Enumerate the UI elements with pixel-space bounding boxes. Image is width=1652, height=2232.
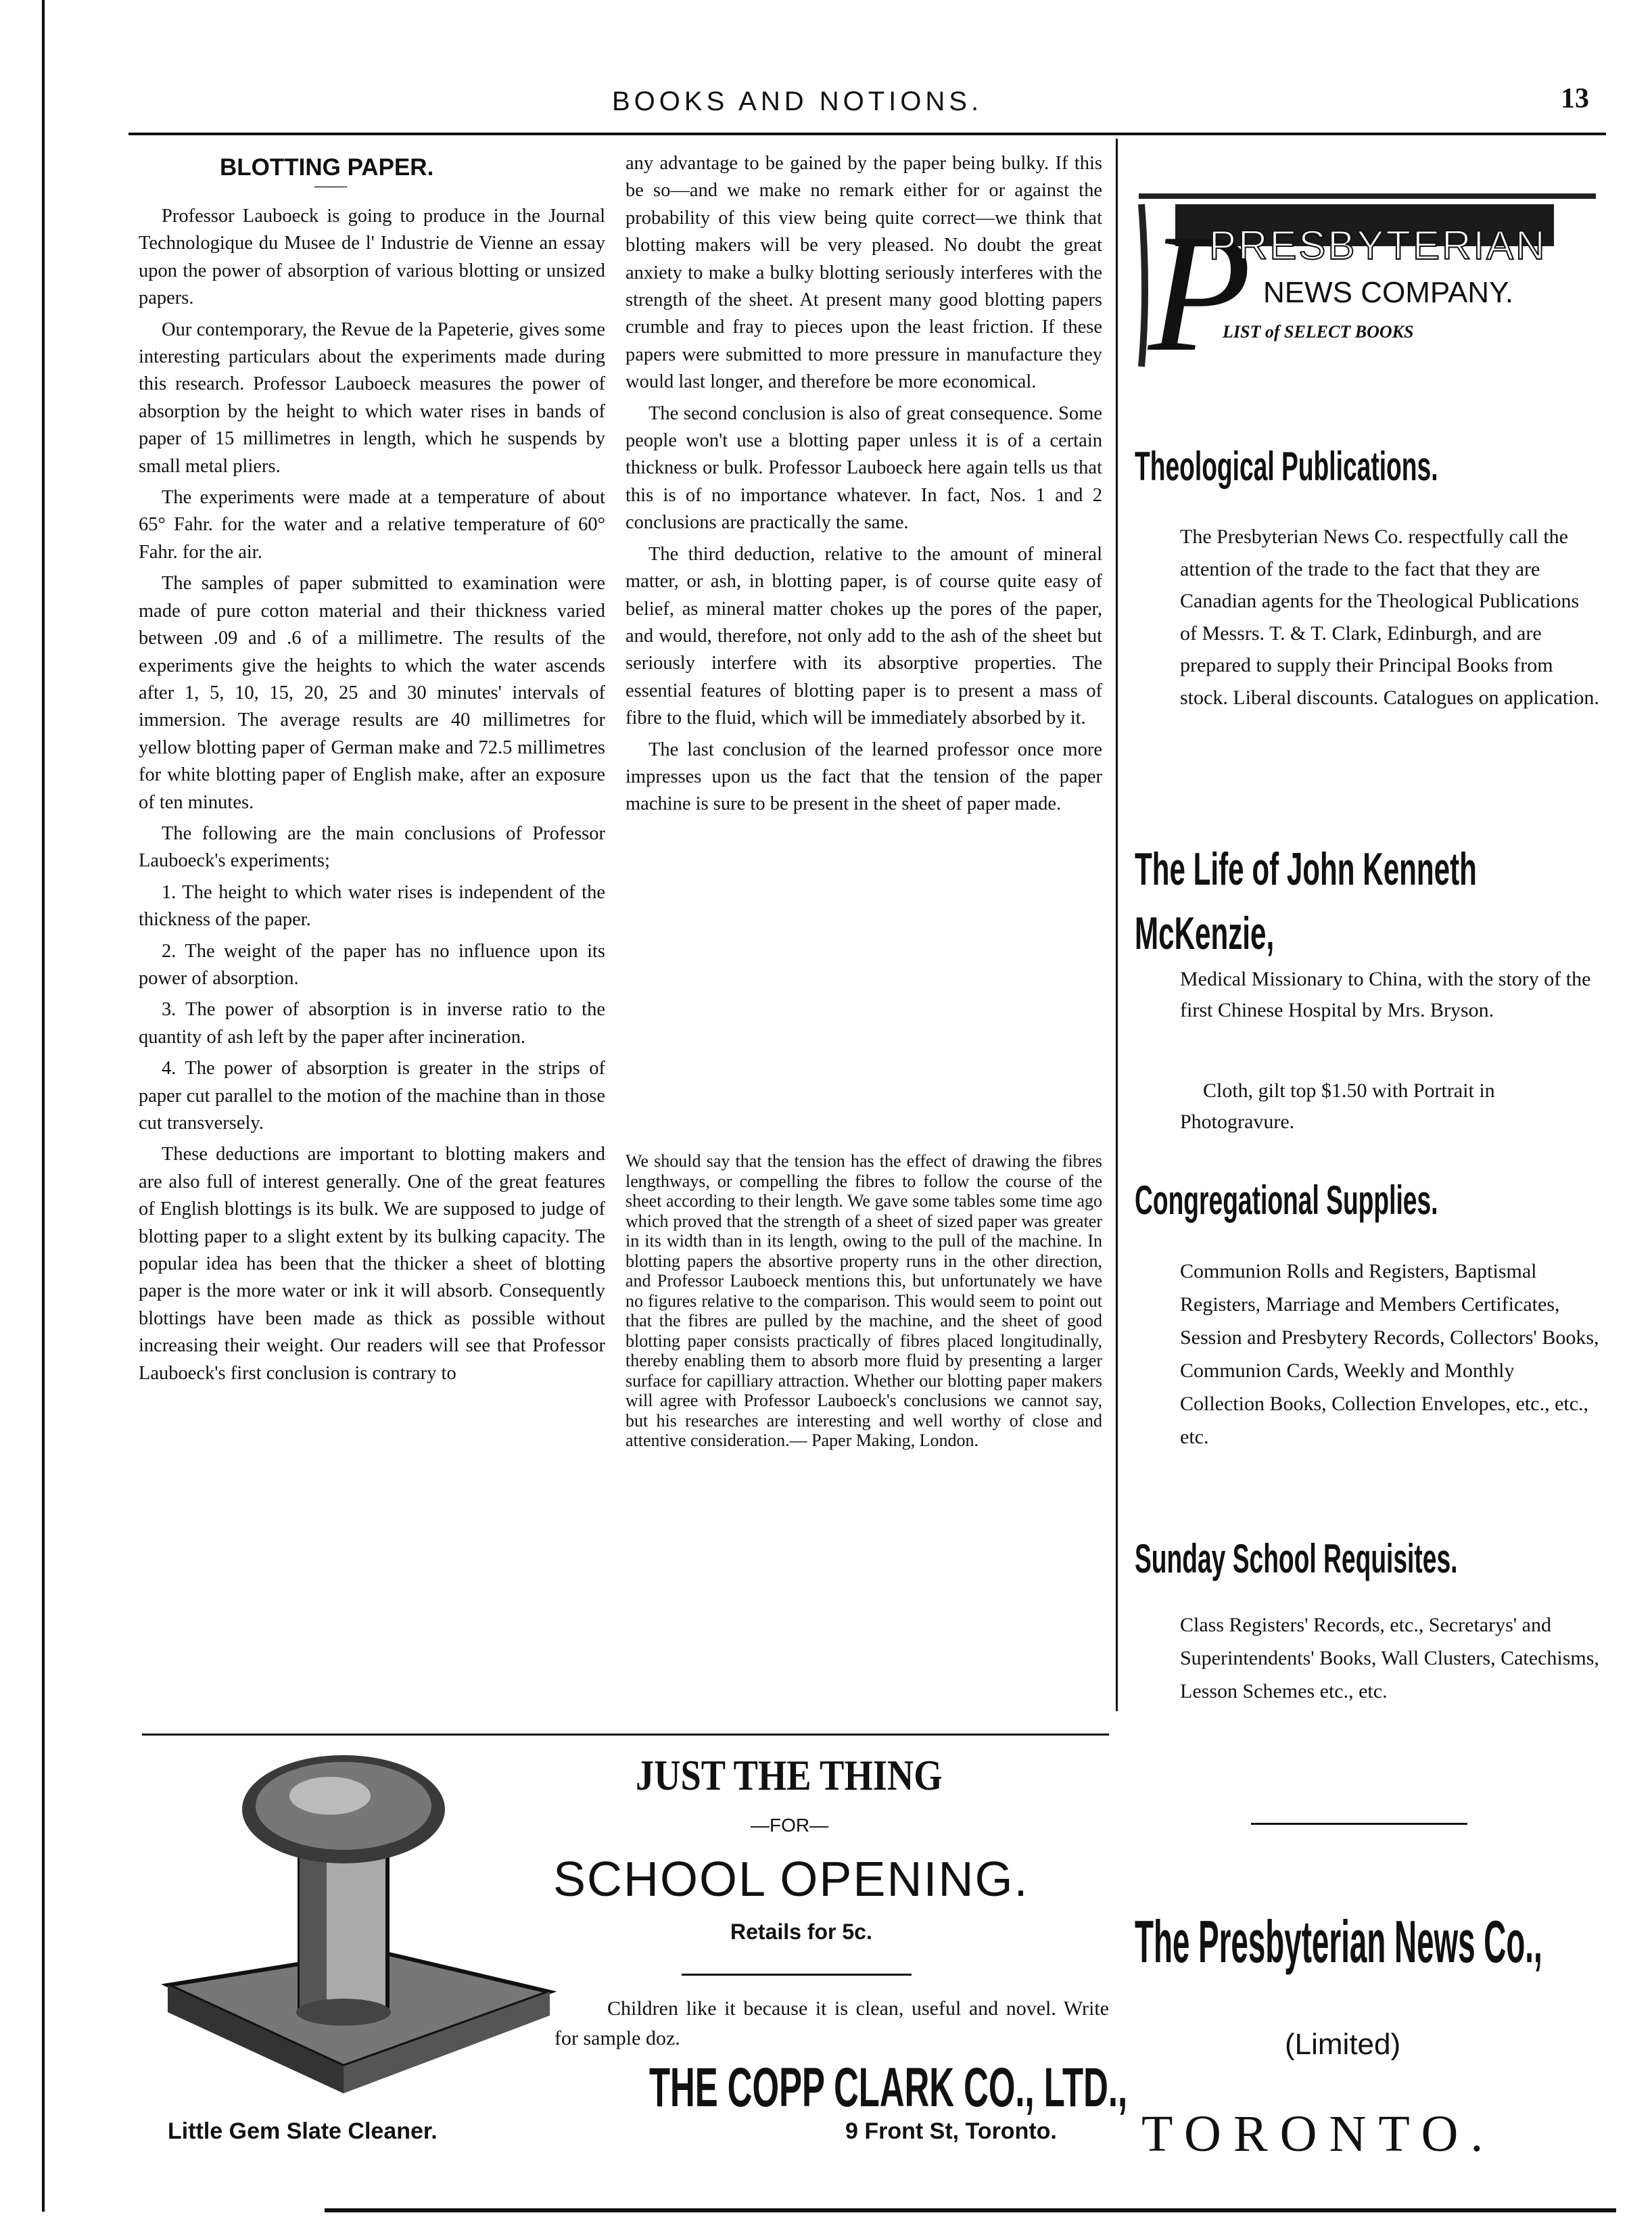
title-dash: —— — [314, 177, 347, 195]
logo-company: NEWS COMPANY. — [1263, 276, 1513, 309]
paragraph: The second conclusion is also of great consequence. Some people won't use a blotting paper unless it is of a certain thickness or bulk. Professor Lauboeck here again tells us that this is of no importance whatever. In fact, Nos. 1 and 2 conclusions are practically the same. — [626, 402, 1102, 534]
slate-cleaner-caption: Little Gem Slate Cleaner. — [168, 2118, 438, 2144]
paragraph: 4. The power of absorption is greater in the strips of paper cut parallel to the motion of the machine than in those cut transversely. — [139, 1058, 605, 1134]
life-heading: The Life of John Kenneth McKenzie, — [1135, 843, 1477, 959]
sunday-school-text: Class Registers' Records, etc., Secretarys' and Superintendents' Books, Wall Clusters, Catechisms, Lesson Schemes etc., etc. — [1180, 1614, 1599, 1702]
logo-tagline: LIST of SELECT BOOKS — [1223, 322, 1414, 342]
company-name: The Presbyterian News Co., — [1135, 1908, 1542, 1975]
retail-price: Retails for 5c. — [730, 1920, 872, 1944]
for-label: —FOR— — [751, 1815, 829, 1836]
paragraph: 2. The weight of the paper has no influence upon its power of absorption. — [139, 940, 605, 989]
paragraph: 3. The power of absorption is in inverse ratio to the quantity of ash left by the paper after incineration. — [139, 999, 605, 1048]
bottom-rule — [325, 2208, 1616, 2212]
paragraph: The experiments were made at a temperature of about 65° Fahr. for the water and a relative temperature of 60° Fahr. for the air. — [139, 487, 605, 563]
slate-cleaner-illustration — [154, 1742, 560, 2103]
sunday-school-heading: Sunday School Requisites. — [1135, 1536, 1458, 1581]
copp-clark-company: THE COPP CLARK CO., LTD., — [649, 2057, 1128, 2118]
advert-inner-rule — [682, 1974, 912, 1976]
paragraph: The following are the main conclusions of Professor Lauboeck's experiments; — [139, 822, 605, 872]
paragraph: The last conclusion of the learned professor once more impresses upon us the fact that the tension of the paper machine is sure to be present in the sheet of paper made. — [626, 739, 1102, 815]
life-price: Cloth, gilt top $1.50 with Portrait in Photogravure. — [1180, 1079, 1495, 1133]
paragraph: any advantage to be gained by the paper being bulky. If this be so—and we make no remark either for or against the probability of this view being quite correct—we think that blotting makers will be very pleased. No doubt the great anxiety to make a bulky blotting seriously interferes with the strength of the sheet. At present many good blotting papers crumble and fray to pieces upon the least friction. If these papers were submitted to more pressure in manufacture they would last longer, and therefore be more economical. — [626, 153, 1102, 393]
theological-text: The Presbyterian News Co. respectfully call the attention of the trade to the fact that they are Canadian agents for the Theological Publications of Messrs. T. & T. Clark, Edinburgh, and are prepared to supply their Principal Books from stock. Liberal discounts. Catalogues on application. — [1180, 526, 1599, 709]
paragraph: Our contemporary, the Revue de la Papeterie, gives some interesting particulars about the experiments made during this research. Professor Lauboeck measures the power of absorption by the height to which water rises in bands of paper of 15 millimetres in length, which he suspends by small metal pliers. — [139, 319, 605, 477]
slate-cleaner-image — [154, 1742, 560, 2103]
congregational-heading: Congregational Supplies. — [1135, 1178, 1438, 1223]
paragraph: 1. The height to which water rises is independent of the thickness of the paper. — [139, 881, 605, 931]
life-text: Medical Missionary to China, with the story of the first Chinese Hospital by Mrs. Bryson. — [1180, 968, 1591, 1021]
paragraph: These deductions are important to blotting makers and are also full of interest generally. One of the great features of English blottings is its bulk. We are supposed to judge of blotting paper to a slight extent by its bulking capacity. The popular idea has been that the thicker a sheet of blotting paper is the more water or ink it will absorb. Consequently blottings have been made as thick as possible without increasing their weight. Our readers will see that Professor Lauboeck's first conclusion is contrary to — [139, 1144, 605, 1384]
page-number: 13 — [1561, 83, 1589, 114]
paragraph: The third deduction, relative to the amount of mineral matter, or ash, in blotting paper, is of course quite easy of belief, as mineral matter chokes up the pores of the paper, and would, therefore, not only add to the ash of the sheet but seriously interfere with its absorptive properties. The essential features of blotting paper is to present a mass of fibre to the fluid, which will be immediately absorbed by it. — [626, 543, 1102, 729]
just-the-thing: JUST THE THING — [636, 1751, 943, 1799]
header-rule — [128, 133, 1606, 135]
advert-body: Children like it because it is clean, useful and novel. Write for sample doz. — [554, 1997, 1109, 2049]
column-divider — [1116, 139, 1118, 1711]
article-title: BLOTTING PAPER. — [220, 154, 434, 181]
city-label: TORONTO. — [1141, 2106, 1496, 2162]
running-title: BOOKS AND NOTIONS. — [612, 87, 983, 116]
article-column-1 — [139, 203, 605, 1391]
theological-heading: Theological Publications. — [1135, 444, 1438, 489]
article-column-2-small: We should say that the tension has the effect of drawing the fibres lengthways, or compelling the fibres to follow the course of the sheet according to their length. We gave some tables some time ago which proved that the strength of a sheet of sized paper was greater in its width than in its length, owing to the pull of the machine. In blotting papers the absortive property runs in the other direction, and Professor Lauboeck mentions this, but unfortunately we have no figures relative to the comparison. This would seem to point out that the fibres are pulled by the machine, and the sheet of good blotting paper consists practically of fibres placed longitudinally, thereby enabling them to absorb more fluid by presenting a larger surface for capilliary attraction. Whether our blotting paper makers will agree with Professor Lauboeck's conclusions we cannot say, but his researches are interesting and well worthy of close and attentive consideration.— Paper Making, London. — [626, 1151, 1102, 1450]
congregational-text: Communion Rolls and Registers, Baptismal Registers, Marriage and Members Certificates, Session and Presbytery Records, Collectors' Books, Communion Cards, Weekly and Monthly Collection Books, Collection Envelopes, etc., etc., etc. — [1180, 1260, 1599, 1448]
school-opening: SCHOOL OPENING. — [553, 1853, 1029, 1907]
paragraph: The samples of paper submitted to examination were made of pure cotton material and their thickness varied between .09 and .6 of a millimetre. The results of the experiments give the heights to which the water ascends after 1, 5, 10, 15, 20, 25 and 30 minutes' intervals of immersion. The average results are 40 millimetres for yellow blotting paper of German make and 72.5 millimetres for white blotting paper of English make, after an exposure of ten minutes. — [139, 573, 605, 813]
presbyterian-rule — [1251, 1823, 1467, 1825]
logo-name: PRESBYTERIAN — [1209, 223, 1547, 268]
copp-clark-address: 9 Front St, Toronto. — [845, 2118, 1057, 2144]
left-margin-line — [42, 0, 45, 2212]
presbyterian-logo — [1135, 184, 1601, 380]
svg-text:P: P — [1148, 200, 1252, 380]
advert-top-rule — [142, 1734, 1109, 1736]
limited-label: (Limited) — [1285, 2028, 1401, 2061]
paragraph: Professor Lauboeck is going to produce in the Journal Technologique du Musee de l' Industrie de Vienne an essay upon the power of absorption of various blotting or unsized papers. — [139, 206, 605, 309]
article-column-2 — [626, 150, 1102, 822]
